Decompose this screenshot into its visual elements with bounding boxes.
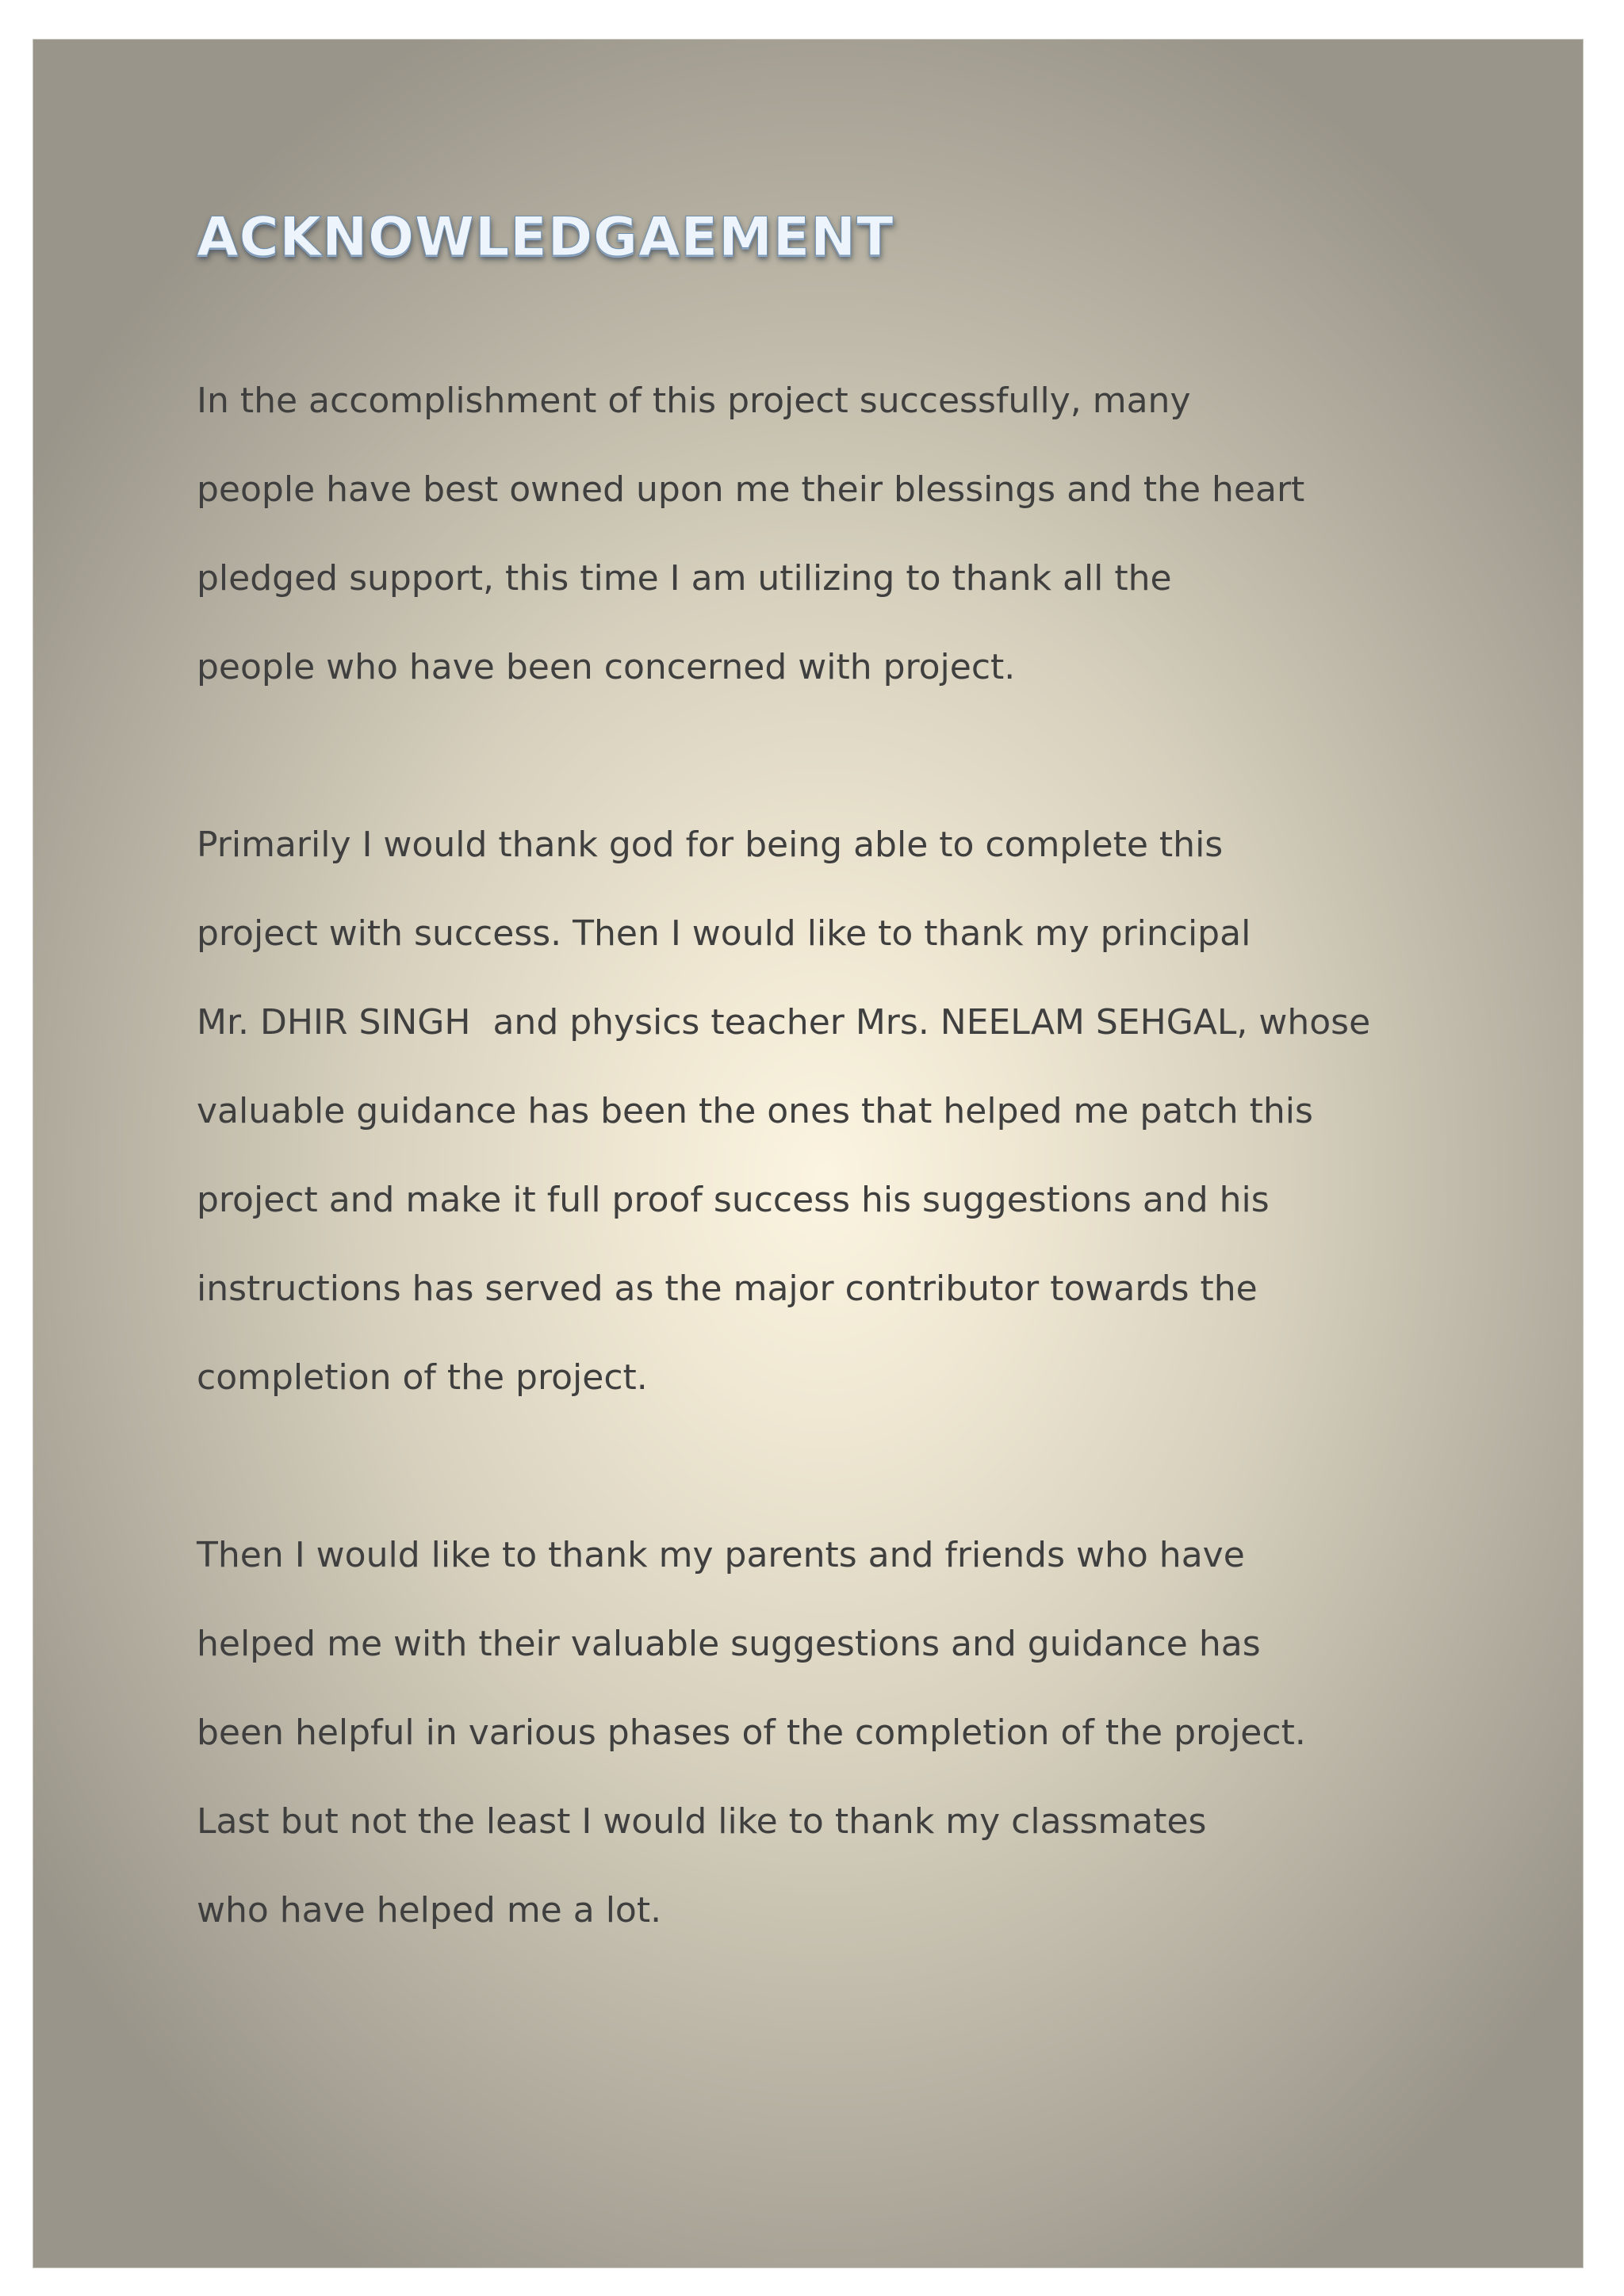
text-line: project with success. Then I would like to thank my principal (197, 913, 1251, 954)
text-line: people who have been concerned with project. (197, 647, 1016, 687)
text-line: Then I would like to thank my parents and friends who have (197, 1535, 1245, 1575)
text-line: pledged support, this time I am utilizing to thank all the (197, 558, 1172, 599)
text-line: people have best owned upon me their blessings and the heart (197, 469, 1305, 510)
page-title: ACKNOWLEDGAEMENT (197, 206, 894, 269)
paragraph-gap (197, 712, 1545, 801)
paragraph-gap (197, 1422, 1545, 1511)
text-line: Last but not the least I would like to thank my classmates (197, 1801, 1207, 1842)
text-line: valuable guidance has been the ones that helped me patch this (197, 1091, 1313, 1131)
text-line: been helpful in various phases of the completion of the project. (197, 1712, 1306, 1753)
text-line: completion of the project. (197, 1357, 648, 1398)
text-line: project and make it full proof success his suggestions and his (197, 1180, 1270, 1220)
text-line: who have helped me a lot. (197, 1890, 662, 1931)
text-line: Primarily I would thank god for being able to complete this (197, 825, 1224, 865)
paragraph-2 (197, 801, 1545, 1422)
text-line: In the accomplishment of this project successfully, many (197, 381, 1191, 421)
text-line: helped me with their valuable suggestions and guidance has (197, 1624, 1261, 1664)
paragraph-1 (197, 357, 1545, 712)
body-text (197, 357, 1545, 1955)
text-line: instructions has served as the major contributor towards the (197, 1269, 1258, 1309)
text-line: Mr. DHIR SINGH and physics teacher Mrs. NEELAM SEHGAL, whose (197, 1002, 1371, 1043)
document-page (33, 40, 1583, 2267)
paragraph-3 (197, 1511, 1545, 1955)
